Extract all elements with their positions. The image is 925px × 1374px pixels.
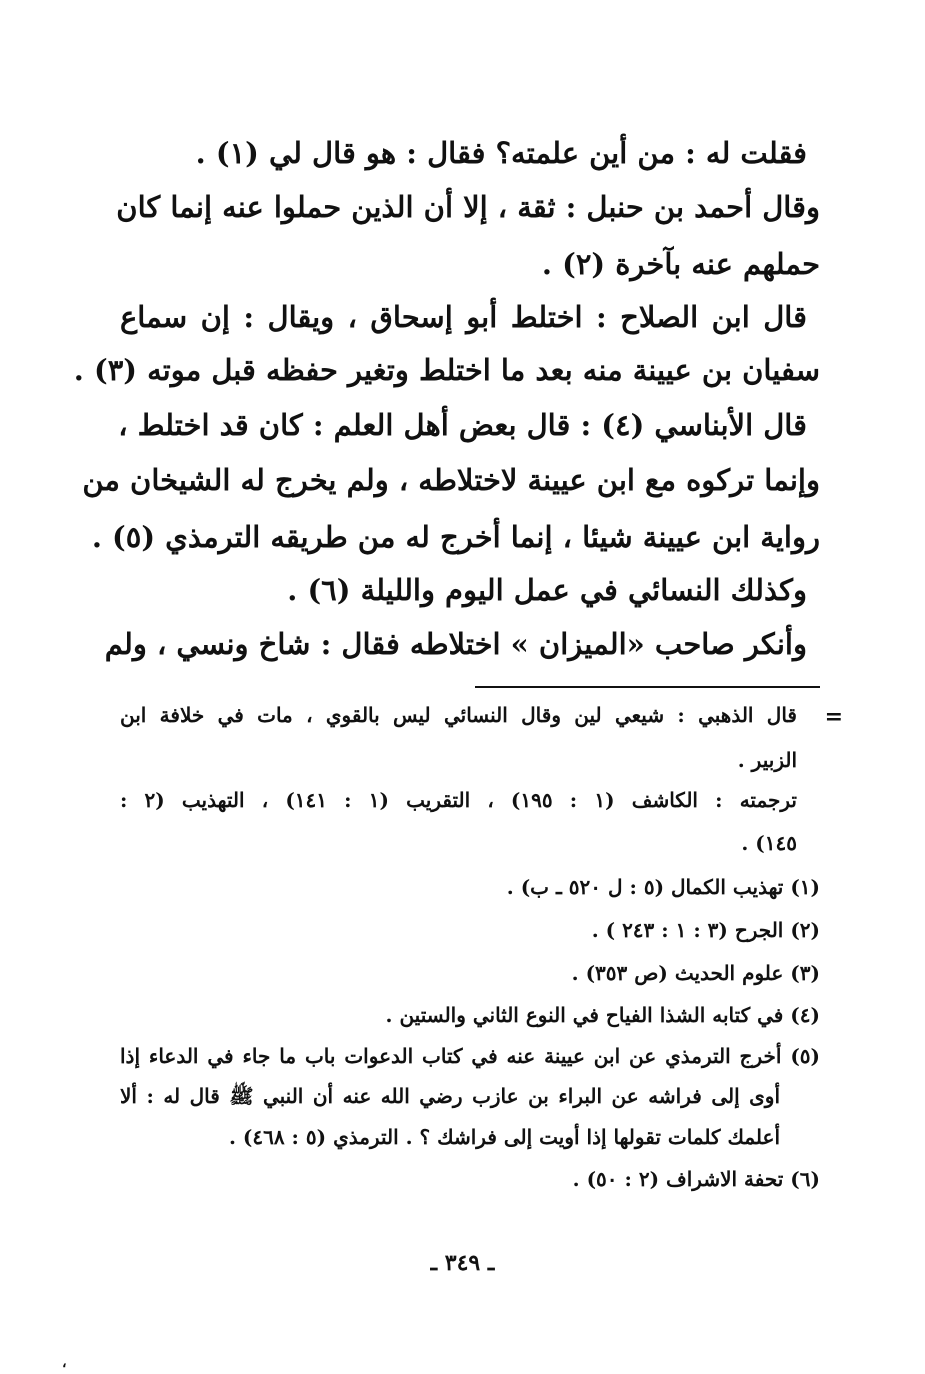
main-line-4: قال ابن الصلاح : اختلط أبو إسحاق ، ويقال : إن سماع [120,300,807,334]
main-line-5: سفيان بن عيينة منه بعد ما اختلط وتغير حفظه قبل موته (٣) . [73,353,820,387]
main-line-9: وكذلك النسائي في عمل اليوم والليلة (٦) . [287,573,807,607]
main-line-2: وقال أحمد بن حنبل : ثقة ، إلا أن الذين حملوا عنه إنما كان [116,190,820,224]
main-line-8: رواية ابن عيينة شيئا ، إنما أخرج له من طريقه الترمذي (٥) . [91,520,820,554]
footnote-separator [475,686,820,688]
footnote-5: (٥) أخرج الترمذي عن ابن عيينة عنه في كتاب الدعوات باب ما جاء في الدعاء إذا [120,1044,820,1068]
footnote-4: (٤) في كتابه الشذا الفياح في النوع الثاني والستين . [385,1003,820,1027]
main-line-3: حملهم عنه بآخرة (٢) . [541,247,820,281]
footnote-5-continued: أعلمك كلمات تقولها إذا أويت إلى فراشك ؟ . الترمذي (٥ : ٤٦٨) . [228,1125,780,1149]
corner-mark: ، [62,1355,67,1371]
footnote-2: (٢) الجرح (٣ : ١ : ٢٤٣ ) . [591,918,820,942]
main-line-1: فقلت له : من أين علمته؟ فقال : هو قال لي (١) . [195,136,807,170]
footnote-3: (٣) علوم الحديث (ص ٣٥٣) . [571,961,820,985]
main-line-7: وإنما تركوه مع ابن عيينة لاختلاطه ، ولم يخرج له الشيخان من [82,463,820,497]
footnote-6: (٦) تحفة الاشراف (٢ : ٥٠) . [572,1167,820,1191]
footnote-line: ١٤٥) . [741,831,797,855]
footnote-1: (١) تهذيب الكمال (٥ : ل ٥٢٠ ـ ب) . [506,875,820,899]
footnote-5-continued: أوى إلى فراشه عن البراء بن عازب رضي الله عنه أن النبي ﷺ قال له : ألا [120,1084,780,1108]
main-line-6: قال الأبناسي (٤) : قال بعض أهل العلم : كان قد اختلط ، [118,408,807,442]
footnote-continuation-marker: = [824,704,843,730]
footnote-line: ترجمته : الكاشف (١ : ١٩٥) ، التقريب (١ : ١٤١) ، التهذيب (٢ : [120,788,797,812]
footnote-line: قال الذهبي : شيعي لين وقال النسائي ليس بالقوي ، مات في خلافة ابن [120,703,797,727]
main-line-10: وأنكر صاحب «الميزان » اختلاطه فقال : شاخ ونسي ، ولم [104,627,807,661]
footnote-line: الزبير . [737,748,797,772]
page-number: ـ ٣٤٩ ـ [430,1250,495,1276]
